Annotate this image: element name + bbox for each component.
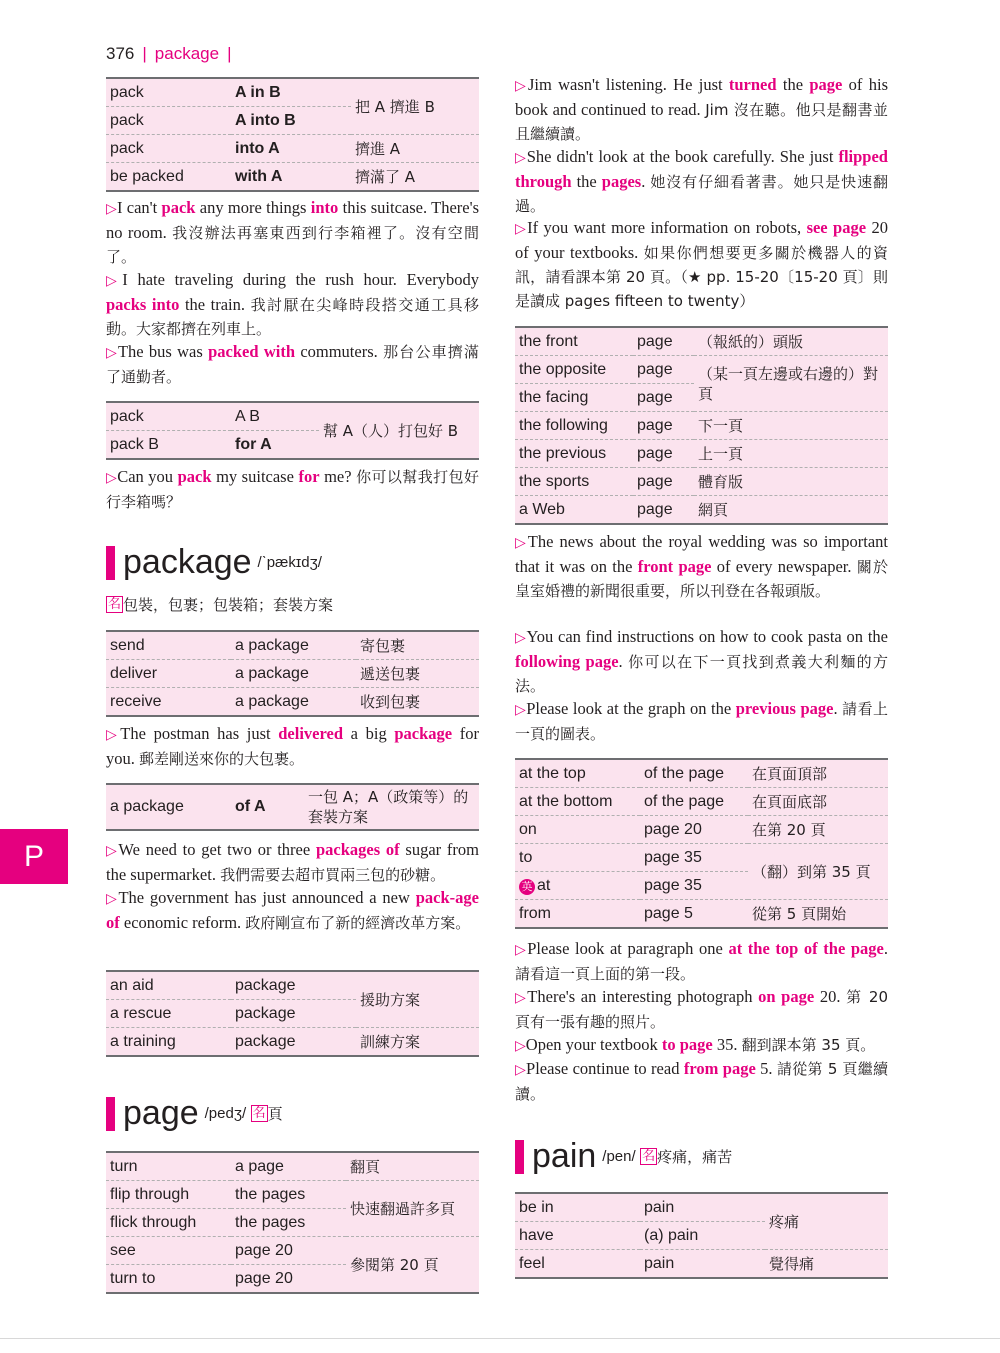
table-row: be packed with A 擠滿了 A <box>106 163 479 192</box>
table-row: an aid package 援助方案 <box>106 971 479 1000</box>
example-sentence: ▷Can you pack my suitcase for me? 你可以幫我打包好行李箱嗎？ <box>106 467 479 511</box>
table-row: flick through the pages <box>106 1209 479 1237</box>
table-row: send a package 寄包裹 <box>106 631 479 660</box>
table-row: see page 20 參閱第 20 頁 <box>106 1237 479 1265</box>
table-row: feel pain 覺得痛 <box>515 1250 888 1279</box>
table-row: the previous page 上一頁 <box>515 440 888 468</box>
example-sentence: ▷The news about the royal wedding was so important that it was on the front page of every newspaper. 關於皇室婚禮的新聞很重要，所以刊登在各報頭版。 <box>515 532 888 600</box>
table-row: from page 5 從第 5 頁開始 <box>515 900 888 929</box>
example-sentence: ▷The postman has just delivered a big package for you. 郵差剛送來你的大包裹。 <box>106 724 479 768</box>
page-header <box>106 44 240 64</box>
table-row: a Web page 網頁 <box>515 496 888 525</box>
example-sentence: ▷Please continue to read from page 5. 請從第 5 頁繼續讀。 <box>515 1059 888 1103</box>
example-sentence: ▷Open your textbook to page 35. 翻到課本第 35 頁。 <box>515 1035 876 1054</box>
footer-rule <box>0 1338 1000 1339</box>
table-row: the following page 下一頁 <box>515 412 888 440</box>
headword-package: package /ˋpækɪdʒ/ <box>106 543 322 582</box>
example-sentence: ▷There's an interesting photograph on page 20. 第 20 頁有一張有趣的照片。 <box>515 987 888 1031</box>
table-row: 英 at page 35 <box>515 872 888 900</box>
collocation-table-pack <box>106 77 479 192</box>
collocation-table-pain <box>515 1192 888 1279</box>
collocation-table-page-adjectives <box>515 326 888 525</box>
table-row: pack A into B <box>106 107 479 135</box>
example-sentence: ▷I can't pack any more things into this suitcase. There's no room. 我沒辦法再塞東西到行李箱裡了。沒有空間了。 <box>106 198 479 266</box>
table-row: receive a package 收到包裹 <box>106 688 479 717</box>
table-row: turn a page 翻頁 <box>106 1152 479 1181</box>
example-sentence: ▷You can find instructions on how to cook pasta on the following page. 你可以在下一頁找到煮義大利麵的方法。 <box>515 627 888 695</box>
header-word: package <box>154 44 220 63</box>
table-row: pack B for A <box>106 431 479 460</box>
headword-pain: pain /pen/ 名 疼痛，痛苦 <box>515 1137 732 1176</box>
example-sentence: ▷Please look at paragraph one at the top of the page. 請看這一頁上面的第一段。 <box>515 939 888 983</box>
table-row: at the bottom of the page 在頁面底部 <box>515 788 888 816</box>
table-row: flip through the pages 快速翻過許多頁 <box>106 1181 479 1209</box>
table-row: a package of A 一包 A；A（政策等）的套裝方案 <box>106 784 479 830</box>
table-row: pack A in B 把 A 擠進 B <box>106 78 479 107</box>
collocation-table-aid-package <box>106 970 479 1057</box>
table-row: a rescue package <box>106 1000 479 1028</box>
example-sentence: ▷We need to get two or three packages of sugar from the supermarket. 我們需要去超市買兩三包的砂糖。 <box>106 840 479 884</box>
collocation-table-page-prepositions <box>515 758 888 929</box>
table-row: pack into A 擠進 A <box>106 135 479 163</box>
page-number: 376 <box>106 44 135 63</box>
table-row: the front page （報紙的）頭版 <box>515 327 888 356</box>
table-row: be in pain 疼痛 <box>515 1193 888 1222</box>
headword-page: page /pedʒ/ 名 頁 <box>106 1094 283 1133</box>
thumb-index-tab: P <box>0 829 68 884</box>
example-sentence: ▷The government has just announced a new pack-age of economic reform. 政府剛宣布了新的經濟改革方案。 <box>106 888 479 932</box>
collocation-table-pack-for <box>106 401 479 460</box>
table-row: the sports page 體育版 <box>515 468 888 496</box>
collocation-table-page-verbs <box>106 1151 479 1294</box>
divider: | <box>227 44 232 63</box>
table-row: turn to page 20 <box>106 1265 479 1294</box>
definition-line: 名 包裝，包裹；包裝箱；套裝方案 <box>108 596 334 614</box>
example-sentence: ▷I hate traveling during the rush hour. Everybody packs into the train. 我討厭在尖峰時段搭交通工具移動。大家都擠在列車上。 <box>106 270 479 338</box>
divider: | <box>142 44 147 63</box>
table-row: the facing page <box>515 384 888 412</box>
example-sentence: ▷Jim wasn't listening. He just turned the page of his book and continued to read. Jim 沒在聽。他只是翻書並且繼續讀。 <box>515 75 888 143</box>
example-sentence: ▷She didn't look at the book carefully. She just flipped through the pages. 她沒有仔細看著書。她只是快速翻過。 <box>515 147 888 215</box>
table-row: a training package 訓練方案 <box>106 1028 479 1057</box>
example-sentence: ▷The bus was packed with commuters. 那台公車擠滿了通勤者。 <box>106 342 479 386</box>
table-row: pack A B 幫 A（人）打包好 B <box>106 402 479 431</box>
table-row: the opposite page （某一頁左邊或右邊的）對頁 <box>515 356 888 384</box>
example-sentence: ▷If you want more information on robots, see page 20 of your textbooks. 如果你們想要更多關於機器人的資訊，請看課本第 20 頁。（★ pp. 15-20〔15-20 頁〕則是讀成 pages fifteen to twenty） <box>515 218 888 310</box>
example-sentence: ▷Please look at the graph on the previous page. 請看上一頁的圖表。 <box>515 699 888 743</box>
table-row: on page 20 在第 20 頁 <box>515 816 888 844</box>
table-row: deliver a package 遞送包裹 <box>106 660 479 688</box>
british-english-icon: 英 <box>519 879 535 895</box>
collocation-table-package <box>106 630 479 717</box>
table-row: to page 35 （翻）到第 35 頁 <box>515 844 888 872</box>
table-row: have (a) pain <box>515 1222 888 1250</box>
table-row: at the top of the page 在頁面頂部 <box>515 759 888 788</box>
collocation-table-package-of <box>106 783 479 831</box>
